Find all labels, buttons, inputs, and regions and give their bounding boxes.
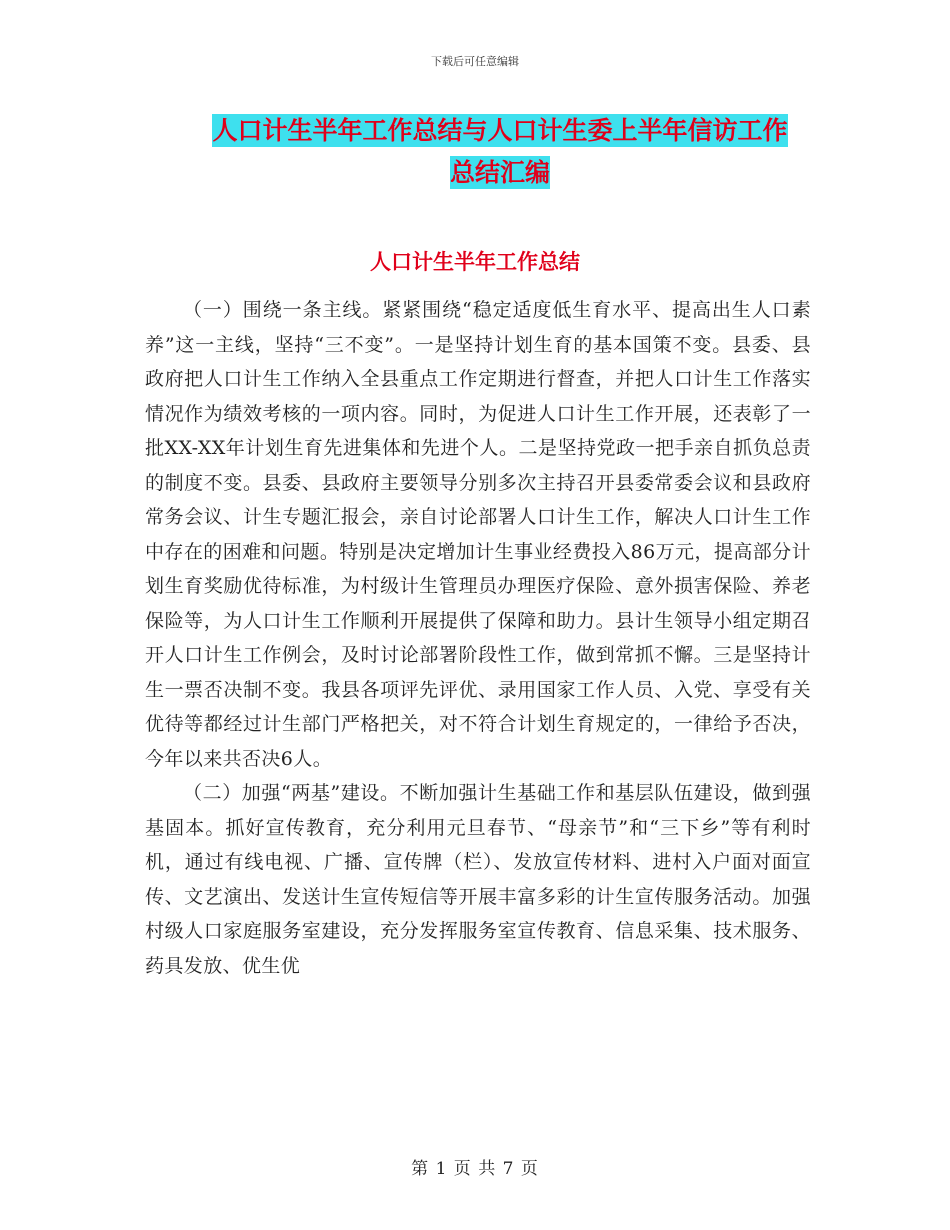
- document-title-line2: 总结汇编: [449, 158, 550, 187]
- document-title: [120, 110, 880, 194]
- document-title-line1: 人口计生半年工作总结与人口计生委上半年信访工作: [212, 116, 788, 145]
- body-text: [145, 293, 811, 983]
- section-title: 人口计生半年工作总结: [370, 250, 580, 274]
- paragraph-1: （一）围绕一条主线。紧紧围绕“稳定适度低生育水平、提高出生人口素养”这一主线，坚持“三不变”。一是坚持计划生育的基本国策不变。县委、县政府把人口计生工作纳入全县重点工作定期进行督查，并把人口计生工作落实情况作为绩效考核的一项内容。同时，为促进人口计生工作开展，还表彰了一批XX-XX年计划生育先进集体和先进个人。二是坚持党政一把手亲自抓负总责的制度不变。县委、县政府主要领导分别多次主持召开县委常委会议和县政府常务会议、计生专题汇报会，亲自讨论部署人口计生工作，解决人口计生工作中存在的困难和问题。特别是决定增加计生事业经费投入86万元，提高部分计划生育奖励优待标准，为村级计生管理员办理医疗保险、意外损害保险、养老保险等，为人口计生工作顺利开展提供了保障和助力。县计生领导小组定期召开人口计生工作例会，及时讨论部署阶段性工作，做到常抓不懈。三是坚持计生一票否决制不变。我县各项评先评优、录用国家工作人员、入党、享受有关优待等都经过计生部门严格把关，对不符合计划生育规定的，一律给予否决，今年以来共否决6人。: [145, 299, 811, 770]
- paragraph-2: （二）加强“两基”建设。不断加强计生基础工作和基层队伍建设，做到强基固本。抓好宣传教育，充分利用元旦春节、“母亲节”和“三下乡”等有利时机，通过有线电视、广播、宣传牌（栏）、发放宣传材料、进村入户面对面宣传、文艺演出、发送计生宣传短信等开展丰富多彩的计生宣传服务活动。加强村级人口家庭服务室建设，充分发挥服务室宣传教育、信息采集、技术服务、药具发放、优生优: [145, 782, 811, 977]
- header-note: 下载后可任意编辑: [431, 55, 519, 68]
- page-footer: 第 1 页 共 7 页: [411, 1159, 539, 1179]
